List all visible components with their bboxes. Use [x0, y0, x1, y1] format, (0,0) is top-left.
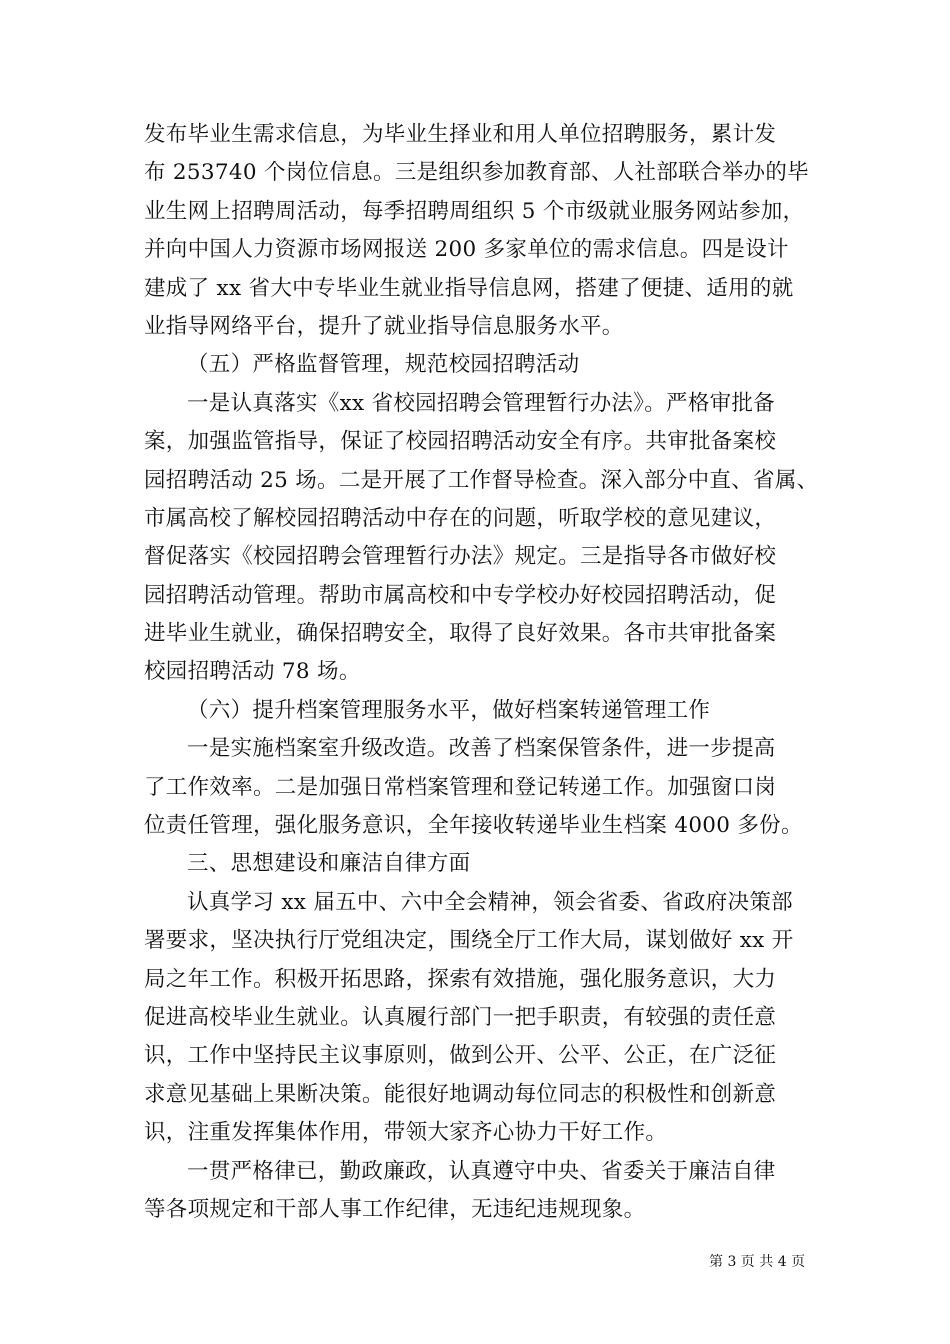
- text-line: 一贯严格律已，勤政廉政，认真遵守中央、省委关于廉洁自律: [187, 1158, 776, 1184]
- text-line: 布 253740 个岗位信息。三是组织参加教育部、人社部联合举办的毕: [144, 160, 809, 186]
- text-line: （六）提升档案管理服务水平，做好档案转递管理工作: [187, 697, 711, 723]
- document-body: [144, 116, 819, 1229]
- text-line: 园招聘活动 25 场。二是开展了工作督导检查。深入部分中直、省属、: [144, 467, 819, 493]
- text-line: 市属高校了解校园招聘活动中存在的问题，听取学校的意见建议，: [144, 505, 777, 531]
- text-line: 并向中国人力资源市场网报送 200 多家单位的需求信息。四是设计: [144, 237, 789, 263]
- text-line: 了工作效率。二是加强日常档案管理和登记转递工作。加强窗口岗: [144, 774, 777, 800]
- text-line: 业指导网络平台，提升了就业指导信息服务水平。: [144, 313, 624, 339]
- text-line: 求意见基础上果断决策。能很好地调动每位同志的积极性和创新意: [144, 1081, 777, 1107]
- page-number: 第 3 页 共 4 页: [709, 1254, 806, 1270]
- text-line: 位责任管理，强化服务意识，全年接收转递毕业生档案 4000 多份。: [144, 813, 803, 839]
- text-line: 案，加强监管指导，保证了校园招聘活动安全有序。共审批备案校: [144, 429, 777, 455]
- text-line: 一是实施档案室升级改造。改善了档案保管条件，进一步提高: [187, 736, 776, 762]
- text-line: 三、思想建设和廉洁自律方面: [187, 851, 471, 877]
- text-line: 局之年工作。积极开拓思路，探索有效措施，强化服务意识，大力: [144, 966, 777, 992]
- text-line: 业生网上招聘周活动，每季招聘周组织 5 个市级就业服务网站参加，: [144, 198, 805, 224]
- text-line: 识，工作中坚持民主议事原则，做到公开、公平、公正，在广泛征: [144, 1043, 777, 1069]
- text-line: 认真学习 xx 届五中、六中全会精神，领会省委、省政府决策部: [187, 889, 793, 915]
- text-line: 进毕业生就业，确保招聘安全，取得了良好效果。各市共审批备案: [144, 621, 777, 647]
- text-line: 校园招聘活动 78 场。: [144, 659, 361, 685]
- text-line: 发布毕业生需求信息，为毕业生择业和用人单位招聘服务，累计发: [144, 122, 777, 147]
- text-line: （五）严格监督管理，规范校园招聘活动: [187, 352, 580, 378]
- text-line: 督促落实《校园招聘会管理暂行办法》规定。三是指导各市做好校: [144, 544, 777, 570]
- text-line: 等各项规定和干部人事工作纪律，无违纪违规现象。: [144, 1196, 646, 1222]
- text-line: 促进高校毕业生就业。认真履行部门一把手职责，有较强的责任意: [144, 1004, 777, 1030]
- text-line: 建成了 xx 省大中专毕业生就业指导信息网，搭建了便捷、适用的就: [144, 275, 794, 301]
- text-line: 一是认真落实《xx 省校园招聘会管理暂行办法》。严格审批备: [187, 390, 776, 416]
- text-line: 园招聘活动管理。帮助市属高校和中专学校办好校园招聘活动，促: [144, 582, 777, 608]
- text-line: 署要求，坚决执行厅党组决定，围绕全厅工作大局，谋划做好 xx 开: [144, 928, 794, 954]
- text-line: 识，注重发挥集体作用，带领大家齐心协力干好工作。: [144, 1120, 668, 1146]
